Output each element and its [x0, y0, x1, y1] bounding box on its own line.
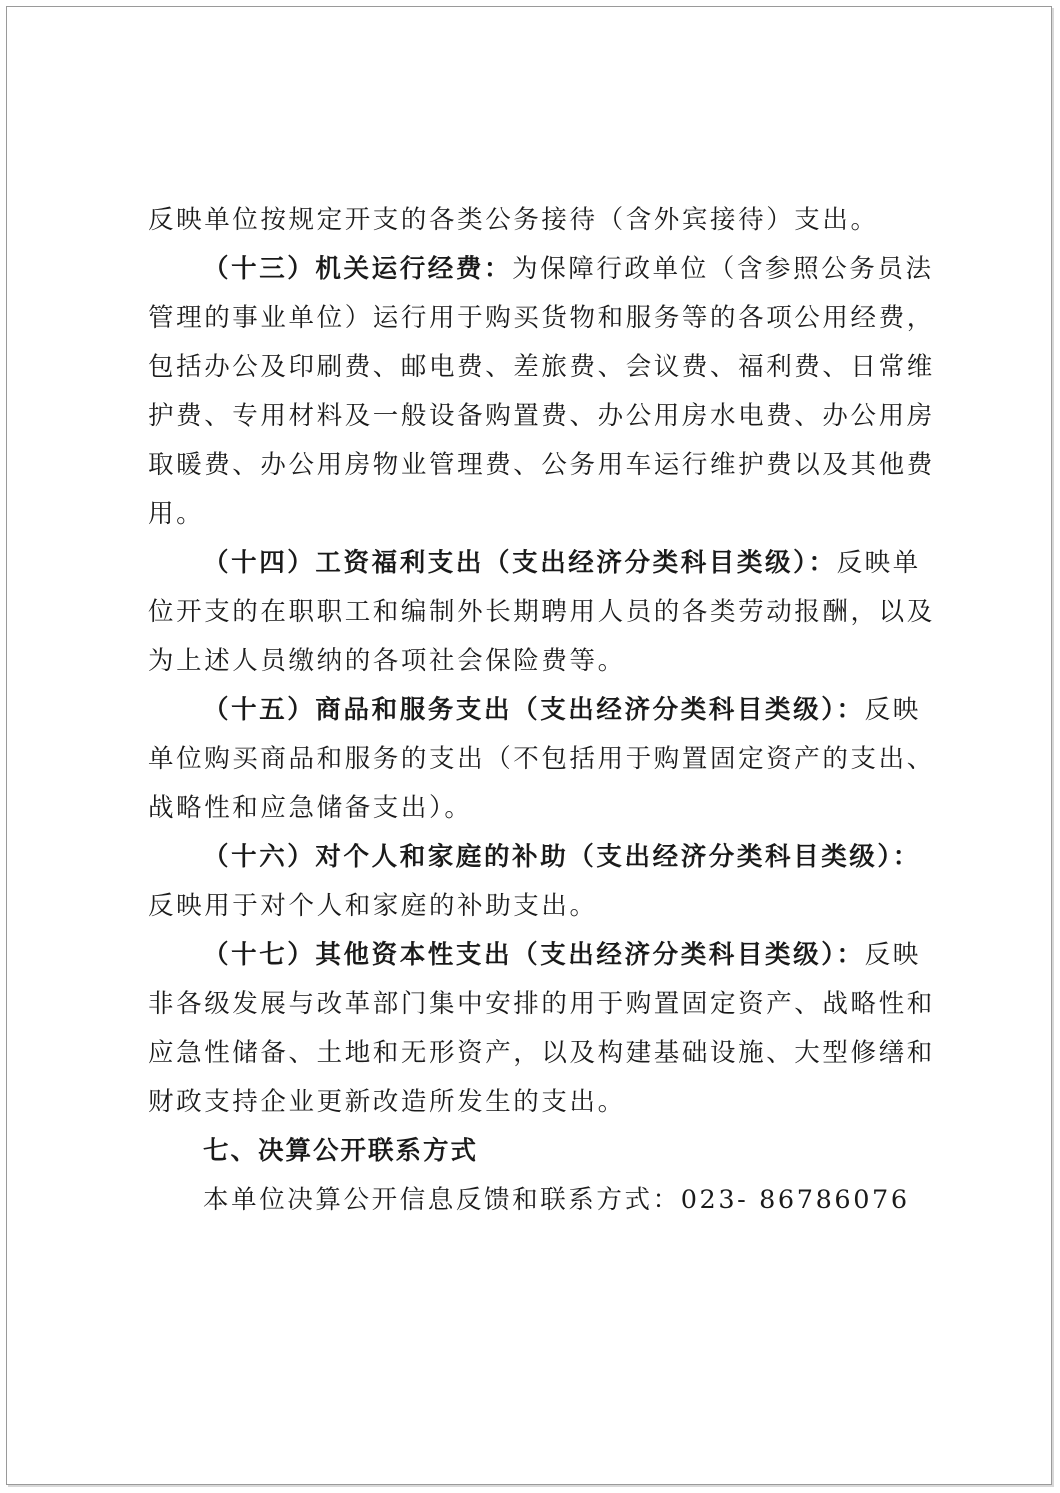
paragraph-text: 应急性储备、土地和无形资产，以及构建基础设施、大型修缮和 — [148, 1038, 935, 1068]
paragraph-text: 财政支持企业更新改造所发生的支出。 — [148, 1087, 626, 1117]
paragraph-line — [148, 784, 924, 833]
paragraph-line — [148, 1029, 935, 1078]
contact-line — [148, 1176, 924, 1225]
paragraph-text: 护费、专用材料及一般设备购置费、办公用房水电费、办公用房 — [148, 401, 935, 431]
paragraph-text: 为上述人员缴纳的各项社会保险费等。 — [148, 646, 626, 676]
paragraph-text: 战略性和应急储备支出）。 — [148, 793, 473, 823]
item-17-heading-line — [148, 931, 924, 980]
paragraph-text: 为保障行政单位（含参照公务员法 — [512, 254, 934, 284]
paragraph-line — [148, 392, 935, 441]
item-14-heading-line — [148, 539, 924, 588]
paragraph-text: 取暖费、办公用房物业管理费、公务用车运行维护费以及其他费 — [148, 450, 935, 480]
paragraph-line — [148, 343, 935, 392]
paragraph-text: 非各级发展与改革部门集中安排的用于购置固定资产、战略性和 — [148, 989, 935, 1019]
section-7-heading — [148, 1127, 924, 1176]
paragraph-line — [148, 735, 935, 784]
paragraph-text: 用。 — [148, 499, 205, 529]
document-body — [148, 196, 935, 1225]
paragraph-text: 反映单 — [836, 548, 921, 578]
section-7-title: 七、决算公开联系方式 — [203, 1136, 479, 1166]
paragraph-line — [148, 294, 935, 343]
paragraph-text: 管理的事业单位）运行用于购买货物和服务等的各项公用经费， — [148, 303, 935, 333]
item-14-title: （十四）工资福利支出（支出经济分类科目类级）： — [203, 548, 837, 578]
paragraph-text: 反映用于对个人和家庭的补助支出。 — [148, 891, 598, 921]
item-16-title: （十六）对个人和家庭的补助（支出经济分类科目类级）： — [203, 842, 921, 872]
paragraph-line — [148, 1078, 924, 1127]
paragraph-text: 单位购买商品和服务的支出（不包括用于购置固定资产的支出、 — [148, 744, 935, 774]
item-13-heading-line — [148, 245, 934, 294]
paragraph-line — [148, 196, 924, 245]
paragraph-line — [148, 588, 935, 637]
paragraph-line — [148, 637, 924, 686]
paragraph-line — [148, 441, 935, 490]
contact-phone: 023- 86786076 — [680, 1185, 910, 1215]
item-15-title: （十五）商品和服务支出（支出经济分类科目类级）： — [203, 695, 865, 725]
item-15-heading-line — [148, 686, 924, 735]
paragraph-text: 反映单位按规定开支的各类公务接待（含外宾接待）支出。 — [148, 205, 879, 235]
item-13-title: （十三）机关运行经费： — [203, 254, 513, 284]
paragraph-text: 位开支的在职职工和编制外长期聘用人员的各类劳动报酬，以及 — [148, 597, 935, 627]
paragraph-line — [148, 980, 935, 1029]
paragraph-line — [148, 882, 924, 931]
paragraph-text: 反映 — [864, 940, 921, 970]
paragraph-text: 包括办公及印刷费、邮电费、差旅费、会议费、福利费、日常维 — [148, 352, 935, 382]
paragraph-text: 反映 — [864, 695, 921, 725]
item-16-heading-line — [148, 833, 924, 882]
item-17-title: （十七）其他资本性支出（支出经济分类科目类级）： — [203, 940, 865, 970]
paragraph-line — [148, 490, 924, 539]
contact-label: 本单位决算公开信息反馈和联系方式： — [203, 1185, 681, 1215]
